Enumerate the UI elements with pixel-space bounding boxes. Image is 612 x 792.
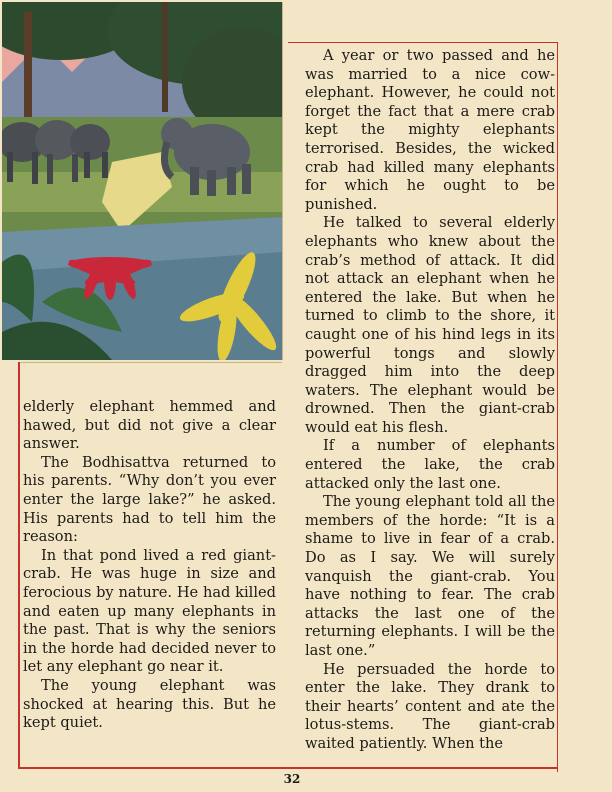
paragraph: He talked to several elderly elephants who knew about the crab’s method of attack. It did not attack an elephant when he entered the lake. But when he turned to climb to the shore, it caught one of his hind legs in its powerful tongs and slowly dragged him into the deep waters. The elephant would be drowned. Then the giant-crab would eat his flesh. <box>305 214 555 436</box>
illustration-divider <box>18 362 282 363</box>
left-text-column <box>23 398 276 733</box>
red-frame-left <box>18 362 20 767</box>
paragraph: If a number of elephants entered the lake, the crab attacked only the last one. <box>305 437 555 492</box>
red-frame-bottom <box>18 767 557 769</box>
paragraph: In that pond lived a red giant-crab. He was huge in size and ferocious by nature. He had killed and eaten up many elephants in the past. That is why the seniors in the horde had decided never to let any elephant go near it. <box>23 546 276 676</box>
paragraph: The Bodhisattva returned to his parents. “Why don’t you ever enter the large lake?” he asked. His parents had to tell him the reason: <box>23 453 276 546</box>
page-number: 32 <box>280 772 304 786</box>
right-text-column <box>305 47 555 754</box>
paragraph: He persuaded the horde to enter the lake. They drank to their hearts’ content and ate the lotus-stems. The giant-crab waited patiently. When the <box>305 660 555 752</box>
paragraph: The young elephant was shocked at hearing this. But he kept quiet. <box>23 676 276 732</box>
illustration-image <box>2 2 283 360</box>
jungle-scene-icon <box>2 2 282 360</box>
paragraph: A year or two passed and he was married to a nice cow-elephant. However, he could not forget the fact that a mere crab kept the mighty elephants terrorised. Besides, the wicked crab had killed many elephants for which he ought to be punished. <box>305 47 555 213</box>
paragraph: elderly elephant hemmed and hawed, but did not give a clear answer. <box>23 398 276 453</box>
paragraph: The young elephant told all the members of the horde: “It is a shame to live in fear of a crab. Do as I say. We will surely vanquish the giant-crab. You have nothing to fear. The crab attacks the last one of the returning elephants. I will be the last one.” <box>305 493 555 659</box>
